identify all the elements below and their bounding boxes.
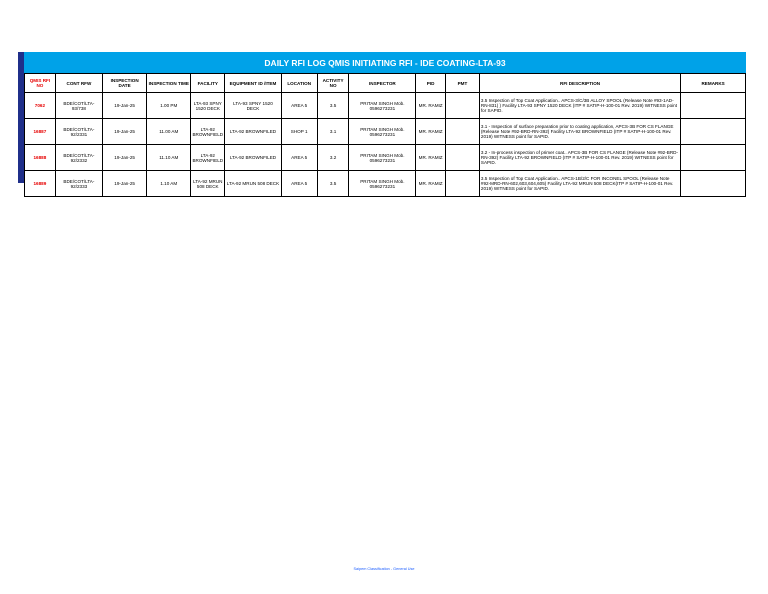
rfi-log-table <box>24 73 746 197</box>
pmt-cell <box>446 171 480 197</box>
col-header-qmis-rfi-no: QMIS RFI NO <box>25 74 56 93</box>
pid-cell: MR. RAMIZ <box>416 119 446 145</box>
location-cell: AREA 5 <box>281 171 317 197</box>
cont-rfw-cell: BDE/COT/LTA-92/2332 <box>55 145 102 171</box>
col-header-remarks: REMARKS <box>681 74 746 93</box>
equipment-cell: LTA-93 SPNY 1520 DECK <box>225 93 281 119</box>
col-header-location: LOCATION <box>281 74 317 93</box>
equipment-cell: LTA-92 MRUN 508 DECK <box>225 171 281 197</box>
classification-footer: Saipem Classification - General Use <box>353 567 415 571</box>
description-cell: 3.5 Inspection of Top Coat Application.. APCS-1B/2/C FOR INCONEL SPOOL (Release Note #92-MRD-RN-602,603,604,605) Facility LTA-92 MRUN 508 DECK(ITP # SATIP-H-100-01 Rev. 2019) WITNESS point for SAPID. <box>479 171 680 197</box>
activity-cell: 3.2 <box>317 145 349 171</box>
rfi-no-cell: 16889 <box>25 171 56 197</box>
date-cell: 19-Jan-25 <box>103 171 147 197</box>
date-cell: 19-Jan-25 <box>103 93 147 119</box>
table-row <box>25 93 746 119</box>
table-row <box>25 171 746 197</box>
date-cell: 19-Jan-25 <box>103 145 147 171</box>
rfi-no-cell: 16887 <box>25 119 56 145</box>
col-header-facility: FACILITY <box>191 74 225 93</box>
pmt-cell <box>446 145 480 171</box>
inspector-cell: PRITAM SINGH Mob. 0596273231 <box>349 171 416 197</box>
facility-cell: LTA-92 BROWNFIELD <box>191 145 225 171</box>
facility-cell: LTA-92 BROWNFIELD <box>191 119 225 145</box>
rfi-no-cell: 7062 <box>25 93 56 119</box>
activity-cell: 3.5 <box>317 93 349 119</box>
inspector-cell: PRITAM SINGH Mob. 0596273231 <box>349 145 416 171</box>
pmt-cell <box>446 93 480 119</box>
time-cell: 11.00 AM <box>147 119 191 145</box>
table-row <box>25 119 746 145</box>
remarks-cell <box>681 119 746 145</box>
col-header-pmt: PMT <box>446 74 480 93</box>
facility-cell: LTA-93 SPNY 1520 DECK <box>191 93 225 119</box>
cont-rfw-cell: BDE/COT/LTA-92/2333 <box>55 171 102 197</box>
col-header-pid: PID <box>416 74 446 93</box>
remarks-cell <box>681 171 746 197</box>
col-header-inspection-date: INSPECTION DATE <box>103 74 147 93</box>
description-cell: 3.5 Inspection of Top Coat Application.. APCS-3/C/3B ALLOY SPOOL (Release Note #93-1AD-RN-831) ) Facility LTA-93 SPNY 1520 DECK (ITP # SATIP-H-100-01 Rev. 2019) WITNESS point for SAPID. <box>479 93 680 119</box>
facility-cell: LTA-92 MRUN 508 DECK <box>191 171 225 197</box>
col-header-rfi-description: RFI DESCRIPTION <box>479 74 680 93</box>
pid-cell: MR. RAMIZ <box>416 145 446 171</box>
activity-cell: 3.1 <box>317 119 349 145</box>
table-row <box>25 145 746 171</box>
inspector-cell: PRITAM SINGH Mob. 0596273231 <box>349 119 416 145</box>
remarks-cell <box>681 93 746 119</box>
col-header-activity-no: ACTIVITY NO <box>317 74 349 93</box>
time-cell: 1.00 PM <box>147 93 191 119</box>
col-header-equipment: EQUIPMENT ID /ITEM <box>225 74 281 93</box>
remarks-cell <box>681 145 746 171</box>
location-cell: SHOP 1 <box>281 119 317 145</box>
inspector-cell: PRITAM SINGH Mob. 0596273231 <box>349 93 416 119</box>
time-cell: 1.10 AM <box>147 171 191 197</box>
col-header-inspector: INSPECTOR <box>349 74 416 93</box>
header-row <box>25 74 746 93</box>
cont-rfw-cell: BDE/COT/LTA-92/2331 <box>55 119 102 145</box>
date-cell: 19-Jan-25 <box>103 119 147 145</box>
cont-rfw-cell: BDE/COT/LTA-93/738 <box>55 93 102 119</box>
pmt-cell <box>446 119 480 145</box>
sheet-title: DAILY RFI LOG QMIS INITIATING RFI - IDE COATING-LTA-93 <box>24 52 746 73</box>
location-cell: AREA 5 <box>281 93 317 119</box>
description-cell: 3.2 - In-process inspection of primer coat.. APCS-3B FOR CS FLANGE (Release Note #92-BRD-RN-392) Facility LTA-92 BROWNFIELD (ITP # SATIP-H-100-01 Rev. 2019) WITNESS point for SAPID. <box>479 145 680 171</box>
description-cell: 3.1 - Inspection of surface preparation prior to coating application, APCS-3B FOR CS FLANGE (Release Note #92-BRD-RN-392) Facility LTA-92 BROWNFIELD (ITP # SATIP-H-100-01 Rev. 2019) WITNESS point for SAPID. <box>479 119 680 145</box>
pid-cell: MR. RAMIZ <box>416 171 446 197</box>
location-cell: AREA 5 <box>281 145 317 171</box>
activity-cell: 3.5 <box>317 171 349 197</box>
rfi-no-cell: 16888 <box>25 145 56 171</box>
col-header-inspection-time: INSPECTION TIME <box>147 74 191 93</box>
time-cell: 11.10 AM <box>147 145 191 171</box>
pid-cell: MR. RAMIZ <box>416 93 446 119</box>
equipment-cell: LTA-92 BROWNFILED <box>225 145 281 171</box>
equipment-cell: LTA-92 BROWNFILED <box>225 119 281 145</box>
col-header-cont-rfw: CONT RFW <box>55 74 102 93</box>
